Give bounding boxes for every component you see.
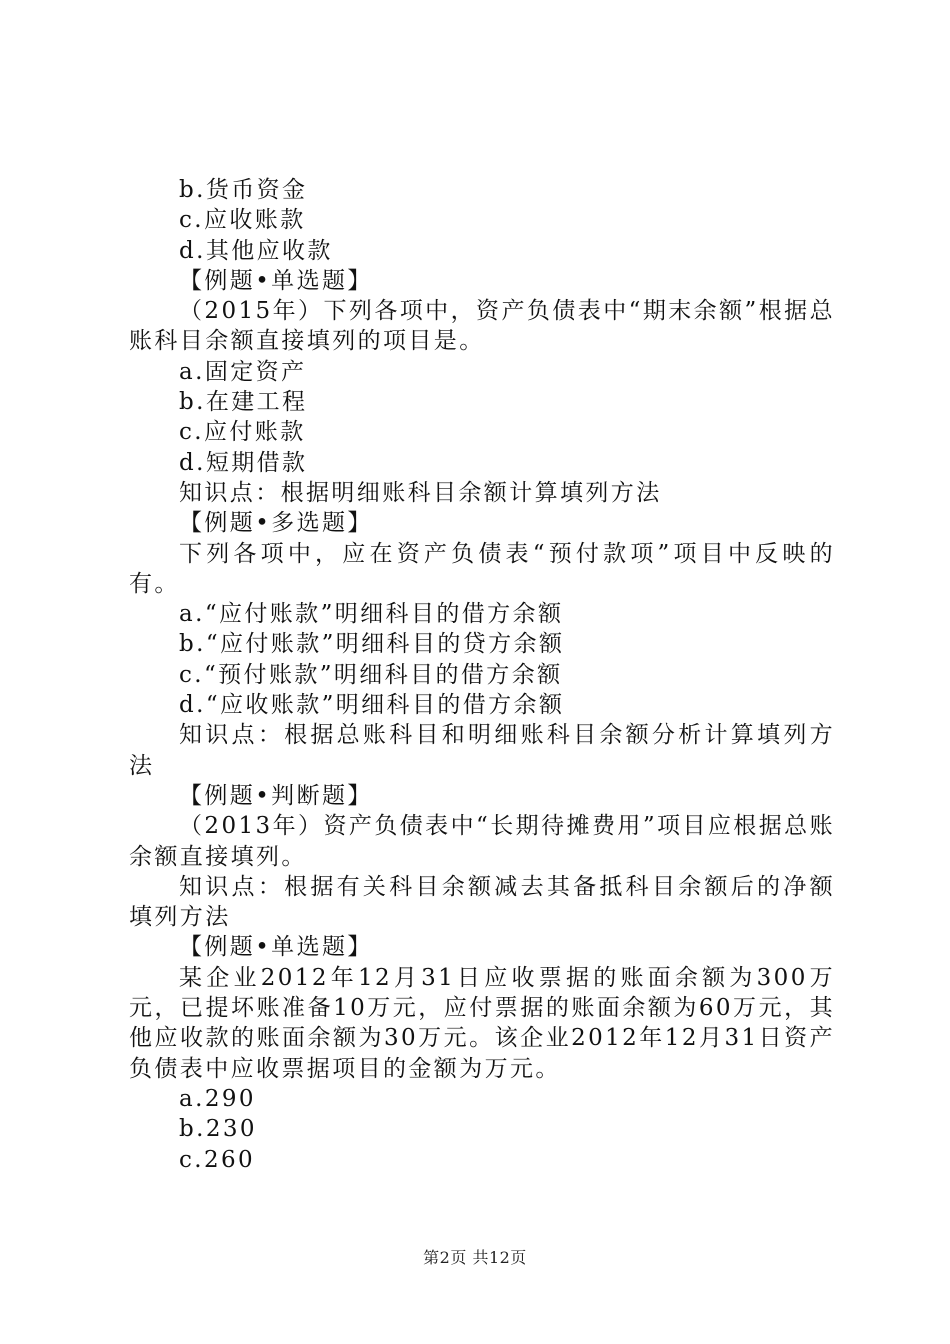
knowledge-point: 知识点：根据有关科目余额减去其备抵科目余额后的净额填列方法 bbox=[129, 873, 835, 931]
document-body bbox=[129, 175, 835, 1175]
option-c: c.应收账款 bbox=[179, 207, 306, 234]
question-text: （2013年）资产负债表中“长期待摊费用”项目应根据总账余额直接填列。 bbox=[129, 813, 835, 870]
option-d: d.其他应收款 bbox=[179, 237, 333, 264]
option-b: b.货币资金 bbox=[179, 177, 308, 203]
option-a: a.290 bbox=[179, 1085, 256, 1112]
option-a: a.固定资产 bbox=[179, 358, 307, 385]
question-text: 下列各项中，应在资产负债表“预付款项”项目中反映的有。 bbox=[129, 540, 835, 597]
question-heading: 【例题•判断题】 bbox=[179, 782, 373, 809]
question-text: （2015年）下列各项中，资产负债表中“期末余额”根据总账科目余额直接填列的项目是。 bbox=[129, 298, 835, 355]
option-d: d.短期借款 bbox=[179, 449, 308, 476]
page-footer: 第2页 共12页 bbox=[423, 1248, 527, 1267]
option-d: d.“应收账款”明细科目的借方余额 bbox=[179, 692, 565, 719]
knowledge-point: 知识点：根据明细账科目余额计算填列方法 bbox=[179, 479, 662, 506]
option-c: c.“预付账款”明细科目的借方余额 bbox=[179, 661, 563, 688]
question-heading: 【例题•多选题】 bbox=[179, 510, 373, 537]
option-a: a.“应付账款”明细科目的借方余额 bbox=[179, 601, 564, 628]
option-b: b.“应付账款”明细科目的贷方余额 bbox=[179, 631, 565, 658]
knowledge-point: 知识点：根据总账科目和明细账科目余额分析计算填列方法 bbox=[129, 722, 835, 779]
question-text: 某企业2012年12月31日应收票据的账面余额为300万元，已提坏账准备10万元，应付票据的账面余额为60万元，其他应收款的账面余额为30万元。该企业2012年12月31日资产负债表中应收票据项目的金额为万元。 bbox=[129, 964, 835, 1082]
option-c: c.260 bbox=[179, 1146, 256, 1173]
option-b: b.在建工程 bbox=[179, 389, 308, 416]
question-heading: 【例题•单选题】 bbox=[179, 267, 373, 294]
option-b: b.230 bbox=[179, 1116, 257, 1143]
option-c: c.应付账款 bbox=[179, 419, 306, 446]
question-heading: 【例题•单选题】 bbox=[179, 934, 373, 961]
